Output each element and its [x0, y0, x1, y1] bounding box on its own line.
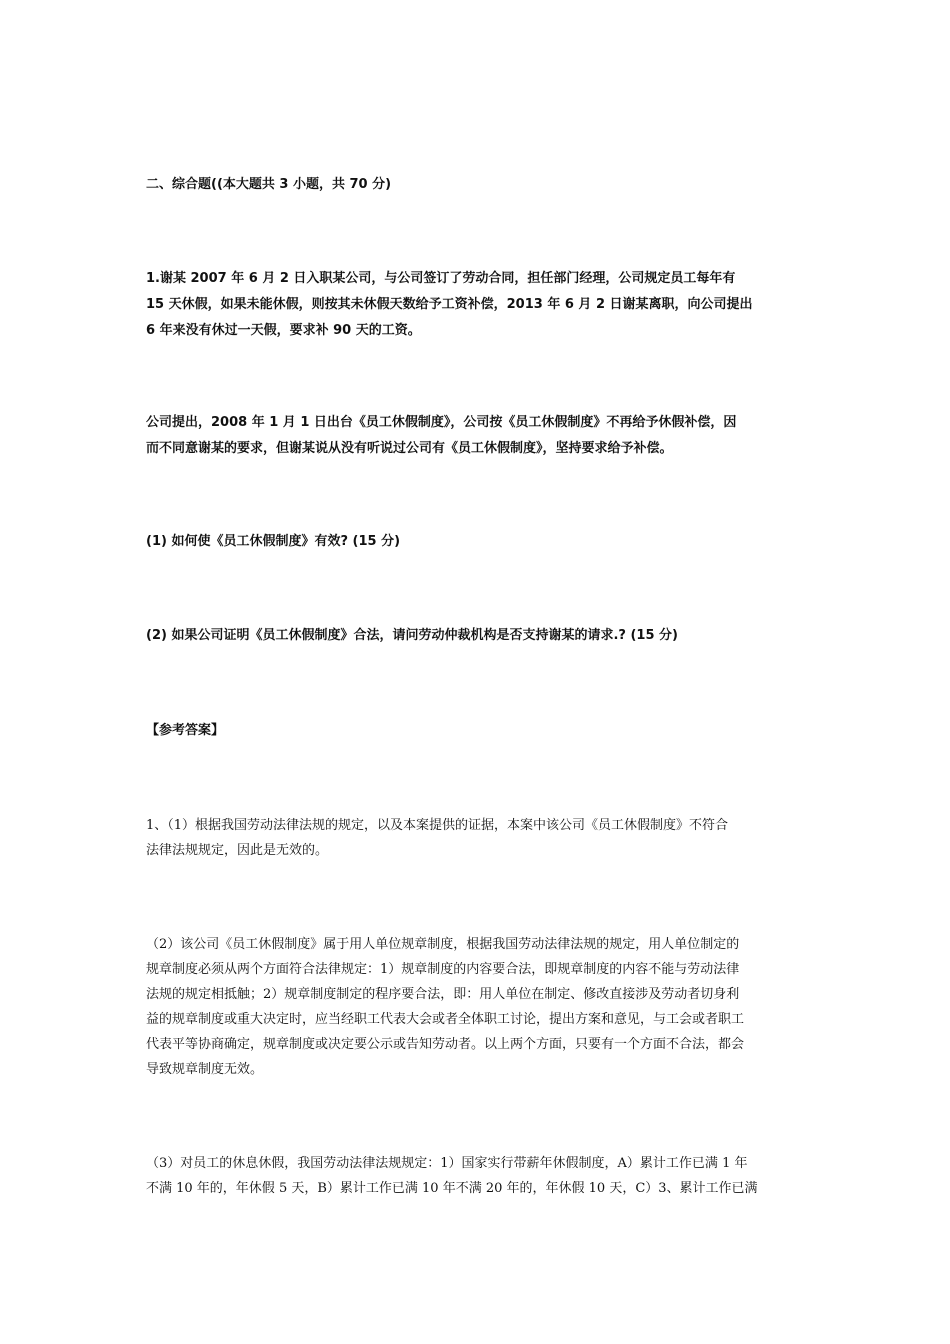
text-line: 1.谢某 2007 年 6 月 2 日入职某公司，与公司签订了劳动合同，担任部门经理，公司规定员工每年有 — [146, 271, 736, 286]
text-line: 益的规章制度或重大决定时，应当经职工代表大会或者全体职工讨论，提出方案和意见，与工会或者职工 — [146, 1012, 745, 1027]
text-line: 代表平等协商确定，规章制度或决定要公示或告知劳动者。以上两个方面，只要有一个方面不合法，都会 — [146, 1037, 745, 1052]
answer-1-part-1 — [146, 813, 806, 863]
text-line: 导致规章制度无效。 — [146, 1062, 264, 1077]
text-line: 法律法规规定，因此是无效的。 — [146, 843, 329, 858]
text-line: 6 年来没有休过一天假，要求补 90 天的工资。 — [146, 323, 421, 338]
text-line: 15 天休假，如果未能休假，则按其未休假天数给予工资补偿，2013 年 6 月 2 日谢某离职，向公司提出 — [146, 297, 753, 312]
question-1-paragraph-2 — [146, 410, 806, 462]
text-line: 法规的规定相抵触；2）规章制度制定的程序要合法，即：用人单位在制定、修改直接涉及劳动者切身利 — [146, 987, 740, 1002]
text-line: 不满 10 年的，年休假 5 天，B）累计工作已满 10 年不满 20 年的，年休假 10 天，C）3、累计工作已满 — [146, 1181, 758, 1196]
sub-question-1: (1) 如何使《员工休假制度》有效? (15 分) — [146, 534, 401, 549]
sub-question-2: (2) 如果公司证明《员工休假制度》合法，请问劳动仲裁机构是否支持谢某的请求.? (15 分) — [146, 628, 678, 643]
text-line: 而不同意谢某的要求，但谢某说从没有听说过公司有《员工休假制度》，坚持要求给予补偿。 — [146, 441, 673, 456]
question-1-paragraph-1 — [146, 266, 806, 344]
text-line: 公司提出，2008 年 1 月 1 日出台《员工休假制度》，公司按《员工休假制度》不再给予休假补偿，因 — [146, 415, 737, 430]
text-line: 规章制度必须从两个方面符合法律规定：1）规章制度的内容要合法，即规章制度的内容不能与劳动法律 — [146, 962, 740, 977]
answer-1-part-3 — [146, 1151, 806, 1201]
section-heading: 二、综合题((本大题共 3 小题，共 70 分) — [146, 177, 392, 192]
answer-heading: 【参考答案】 — [146, 723, 225, 738]
text-line: 1、（1）根据我国劳动法律法规的规定，以及本案提供的证据，本案中该公司《员工休假制度》不符合 — [146, 818, 729, 833]
text-line: （2）该公司《员工休假制度》属于用人单位规章制度，根据我国劳动法律法规的规定，用人单位制定的 — [146, 937, 740, 952]
answer-1-part-2 — [146, 932, 806, 1082]
text-line: （3）对员工的休息休假，我国劳动法律法规规定：1）国家实行带薪年休假制度，A）累计工作已满 1 年 — [146, 1156, 748, 1171]
